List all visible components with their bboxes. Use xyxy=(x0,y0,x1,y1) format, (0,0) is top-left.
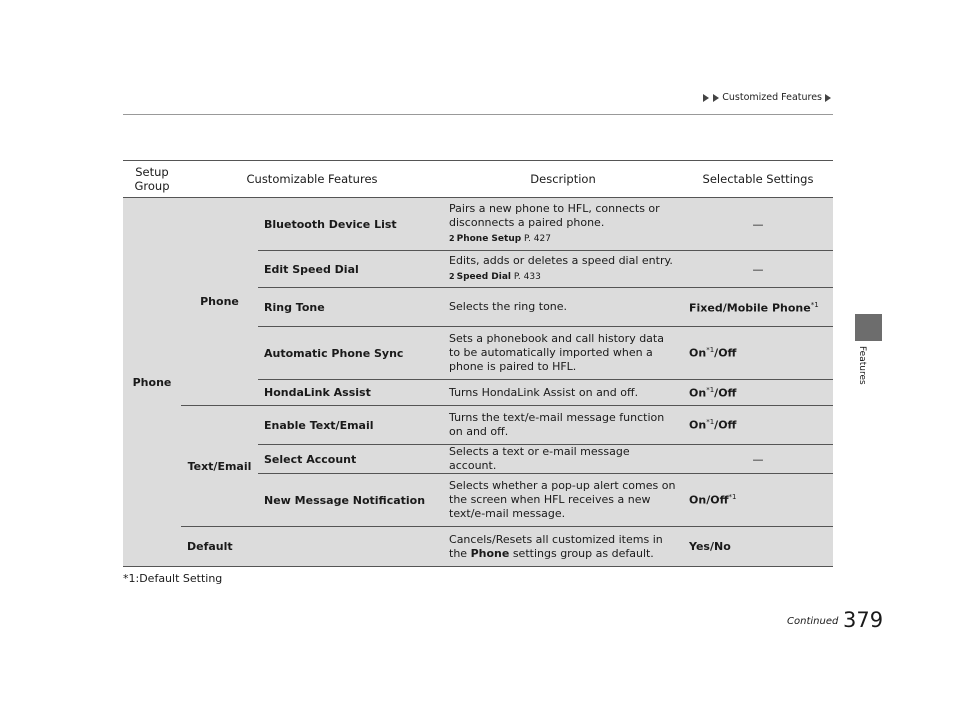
setting-value: Yes/No xyxy=(683,527,833,567)
feature-description: Turns HondaLink Assist on and off. xyxy=(443,380,683,406)
table-row xyxy=(123,527,833,567)
setting-value xyxy=(683,251,833,288)
reference-page: P. 427 xyxy=(524,234,551,244)
triangle-icon xyxy=(713,94,719,102)
reference-arrow-icon: 2 xyxy=(449,272,455,281)
feature-name: New Message Notification xyxy=(258,474,443,527)
default-marker: *1 xyxy=(810,301,819,310)
setting-value xyxy=(683,198,833,251)
feature-description xyxy=(443,198,683,251)
feature-description xyxy=(443,527,683,567)
feature-description: Turns the text/e-mail message function on and off. xyxy=(443,406,683,445)
setting-value: On$^{*1}$/Off xyxy=(683,380,833,406)
header-setup-group: Setup Group xyxy=(123,161,181,198)
feature-name: Bluetooth Device List xyxy=(258,198,443,251)
setting-option: On xyxy=(689,418,707,432)
reference-page: P. 433 xyxy=(513,272,541,282)
feature-name: Default xyxy=(181,527,443,567)
setting-option: Off xyxy=(718,418,737,432)
subgroup-cell xyxy=(181,406,258,527)
setting-value: On$^{*1}$/Off xyxy=(683,406,833,445)
setting-option: No xyxy=(714,540,731,553)
feature-description: Selects whether a pop-up alert comes on the screen when HFL receives a new text/e-mail message. xyxy=(443,474,683,527)
breadcrumb xyxy=(702,92,832,103)
page-reference xyxy=(449,270,677,284)
default-marker: *1 xyxy=(728,493,737,502)
setting-value: Fixed/Mobile Phone$^{*1}$ xyxy=(683,288,833,327)
setting-option: Yes xyxy=(689,540,710,553)
header-customizable-features: Customizable Features xyxy=(181,161,443,198)
setup-group-name: Phone xyxy=(132,375,172,389)
feature-description xyxy=(443,251,683,288)
footnote: *1:Default Setting xyxy=(123,572,223,585)
subgroup-text-email: Text/Email xyxy=(187,459,252,473)
setup-group-cell xyxy=(123,198,181,567)
section-tab-label: Features xyxy=(857,346,867,385)
setting-dash: — xyxy=(752,217,764,231)
description-text: Cancels/Resets all customized items in the xyxy=(449,532,663,560)
section-tab-marker xyxy=(855,314,882,341)
feature-name: Edit Speed Dial xyxy=(258,251,443,288)
triangle-icon xyxy=(825,94,831,102)
header-rule xyxy=(123,114,833,115)
setting-dash: — xyxy=(752,262,764,276)
setting-option: Off xyxy=(710,493,729,507)
table-row xyxy=(123,406,833,445)
setting-value: On/Off$^{*1}$ xyxy=(683,474,833,527)
description-text: Pairs a new phone to HFL, connects or disconnects a paired phone. xyxy=(449,202,660,229)
customizable-features-table xyxy=(123,160,833,567)
feature-name: Automatic Phone Sync xyxy=(258,327,443,380)
header-selectable-settings: Selectable Settings xyxy=(683,161,833,198)
reference-label: Phone Setup xyxy=(456,234,522,244)
setting-option: On xyxy=(689,386,707,400)
description-text: settings group as default. xyxy=(512,546,654,560)
setting-value: On$^{*1}$/Off xyxy=(683,327,833,380)
table-header-row xyxy=(123,161,833,198)
setting-option: Off xyxy=(718,346,737,360)
default-marker: *1 xyxy=(706,346,715,355)
setting-option: Mobile Phone xyxy=(726,301,811,315)
feature-description: Selects a text or e-mail message account. xyxy=(443,445,683,474)
description-emphasis: Phone xyxy=(470,546,510,560)
breadcrumb-label: Customized Features xyxy=(722,92,822,103)
default-marker: *1 xyxy=(706,418,715,427)
page-reference xyxy=(449,232,677,246)
default-marker: *1 xyxy=(706,385,715,394)
reference-label: Speed Dial xyxy=(456,272,512,282)
setting-dash: — xyxy=(752,452,764,466)
feature-name: Ring Tone xyxy=(258,288,443,327)
section-tab xyxy=(855,346,869,406)
setting-value xyxy=(683,445,833,474)
subgroup-phone: Phone xyxy=(200,295,239,308)
feature-name: Enable Text/Email xyxy=(258,406,443,445)
continued-label: Continued xyxy=(787,616,839,627)
subgroup-cell xyxy=(181,198,258,406)
setting-option: Fixed xyxy=(689,301,723,315)
triangle-icon xyxy=(703,94,709,102)
setting-option: Off xyxy=(718,386,737,400)
table-row xyxy=(123,198,833,251)
feature-description: Sets a phonebook and call history data to be automatically imported when a phone is paired to HFL. xyxy=(443,327,683,380)
feature-description: Selects the ring tone. xyxy=(443,288,683,327)
feature-name: HondaLink Assist xyxy=(258,380,443,406)
header-description: Description xyxy=(443,161,683,198)
feature-name: Select Account xyxy=(258,445,443,474)
description-text: Edits, adds or deletes a speed dial entry. xyxy=(449,254,673,267)
page-number: 379 xyxy=(843,608,884,632)
setting-option: On xyxy=(689,493,707,507)
reference-arrow-icon: 2 xyxy=(449,234,455,243)
setting-option: On xyxy=(689,346,707,360)
